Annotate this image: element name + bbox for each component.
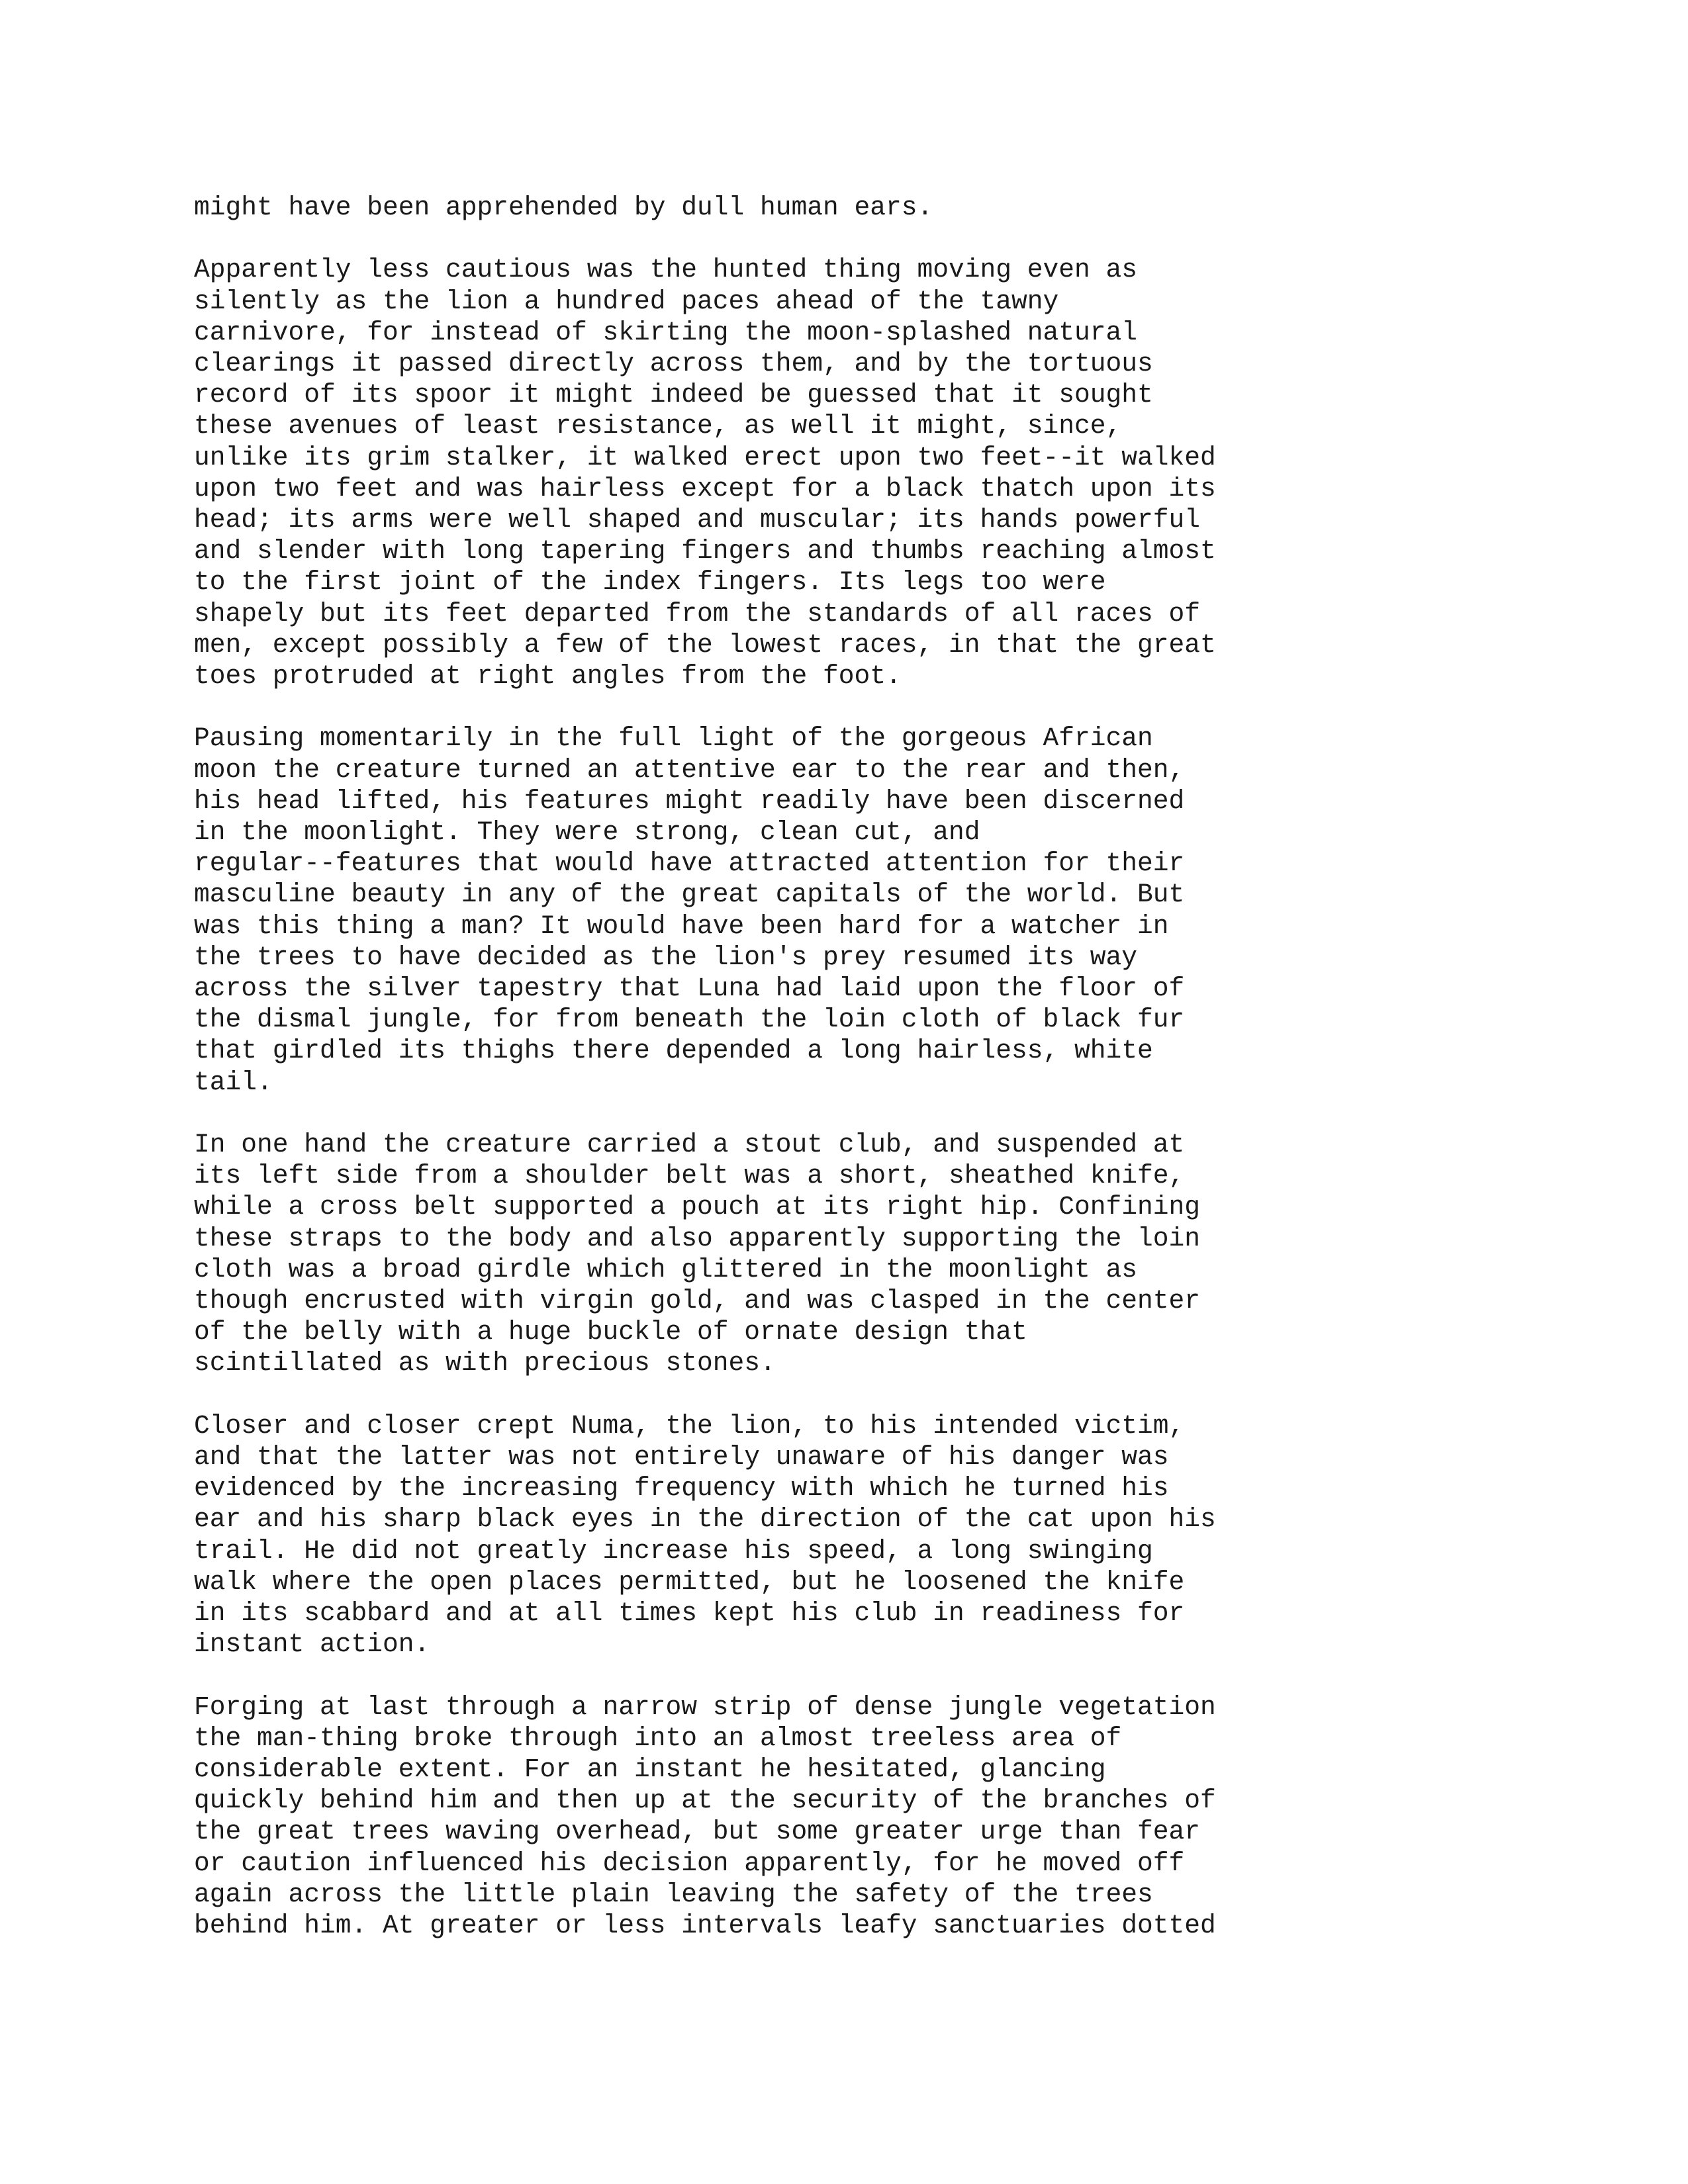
text-line: his head lifted, his features might readily have been discerned	[194, 786, 1185, 816]
text-line: the man-thing broke through into an almost treeless area of	[194, 1723, 1122, 1753]
text-line: Closer and closer crept Numa, the lion, to his intended victim,	[194, 1410, 1185, 1441]
paragraph-2	[194, 254, 1518, 692]
text-line: regular--features that would have attracted attention for their	[194, 848, 1185, 879]
text-line: men, except possibly a few of the lowest races, in that the great	[194, 629, 1216, 660]
text-line: Forging at last through a narrow strip of dense jungle vegetation	[194, 1692, 1216, 1722]
text-line: masculine beauty in any of the great capitals of the world. But	[194, 880, 1185, 910]
text-line: while a cross belt supported a pouch at its right hip. Confining	[194, 1192, 1201, 1222]
body-text	[194, 192, 1518, 1972]
text-line: of the belly with a huge buckle of ornate design that	[194, 1317, 1027, 1347]
text-line: toes protruded at right angles from the foot.	[194, 661, 902, 692]
text-line: that girdled its thighs there depended a long hairless, white	[194, 1036, 1153, 1066]
text-line: Pausing momentarily in the full light of the gorgeous African	[194, 723, 1153, 754]
text-line: considerable extent. For an instant he hesitated, glancing	[194, 1754, 1106, 1785]
text-line: moon the creature turned an attentive ear to the rear and then,	[194, 754, 1185, 785]
text-line: trail. He did not greatly increase his speed, a long swinging	[194, 1535, 1153, 1566]
text-line: again across the little plain leaving the safety of the trees	[194, 1879, 1153, 1909]
text-line: scintillated as with precious stones.	[194, 1348, 776, 1379]
text-line: evidenced by the increasing frequency with which he turned his	[194, 1473, 1169, 1504]
text-line: in the moonlight. They were strong, clean cut, and	[194, 817, 980, 848]
text-line: across the silver tapestry that Luna had laid upon the floor of	[194, 974, 1185, 1004]
text-line: these straps to the body and also apparently supporting the loin	[194, 1223, 1201, 1253]
text-line: upon two feet and was hairless except for a black thatch upon its	[194, 473, 1216, 504]
text-line: carnivore, for instead of skirting the moon-splashed natural	[194, 317, 1138, 347]
paragraph-1	[194, 192, 1518, 223]
text-line: silently as the lion a hundred paces ahead of the tawny	[194, 286, 1059, 316]
text-line: or caution influenced his decision apparently, for he moved off	[194, 1848, 1185, 1878]
text-line: record of its spoor it might indeed be guessed that it sought	[194, 380, 1153, 410]
text-line: instant action.	[194, 1629, 430, 1660]
text-line: unlike its grim stalker, it walked erect upon two feet--it walked	[194, 442, 1216, 473]
paragraph-3	[194, 723, 1518, 1097]
text-line: behind him. At greater or less intervals leafy sanctuaries dotted	[194, 1911, 1216, 1941]
text-line: clearings it passed directly across them, and by the tortuous	[194, 349, 1153, 379]
text-line: the dismal jungle, for from beneath the loin cloth of black fur	[194, 1005, 1185, 1035]
text-line: quickly behind him and then up at the security of the branches of	[194, 1786, 1216, 1816]
text-line: walk where the open places permitted, but he loosened the knife	[194, 1567, 1185, 1597]
text-line: head; its arms were well shaped and muscular; its hands powerful	[194, 505, 1201, 535]
paragraph-5	[194, 1410, 1518, 1661]
text-line: though encrusted with virgin gold, and was clasped in the center	[194, 1286, 1201, 1316]
paragraph-4	[194, 1129, 1518, 1379]
text-line: tail.	[194, 1067, 273, 1097]
text-line: ear and his sharp black eyes in the direction of the cat upon his	[194, 1504, 1216, 1535]
text-line: its left side from a shoulder belt was a short, sheathed knife,	[194, 1161, 1185, 1191]
text-line: shapely but its feet departed from the standards of all races of	[194, 598, 1201, 629]
text-line: the trees to have decided as the lion's prey resumed its way	[194, 942, 1138, 972]
text-line: and that the latter was not entirely unaware of his danger was	[194, 1442, 1169, 1473]
text-line: and slender with long tapering fingers and thumbs reaching almost	[194, 536, 1216, 567]
text-line: to the first joint of the index fingers. Its legs too were	[194, 567, 1106, 598]
text-line: In one hand the creature carried a stout club, and suspended at	[194, 1130, 1185, 1160]
text-line: cloth was a broad girdle which glittered in the moonlight as	[194, 1254, 1138, 1285]
text-line: Apparently less cautious was the hunted thing moving even as	[194, 255, 1138, 285]
text-line: the great trees waving overhead, but some greater urge than fear	[194, 1817, 1201, 1847]
text-line: in its scabbard and at all times kept his club in readiness for	[194, 1598, 1185, 1629]
text-line: was this thing a man? It would have been hard for a watcher in	[194, 911, 1169, 941]
text-line: these avenues of least resistance, as well it might, since,	[194, 411, 1122, 441]
text-line: might have been apprehended by dull human ears.	[194, 193, 933, 222]
paragraph-6	[194, 1692, 1518, 1942]
